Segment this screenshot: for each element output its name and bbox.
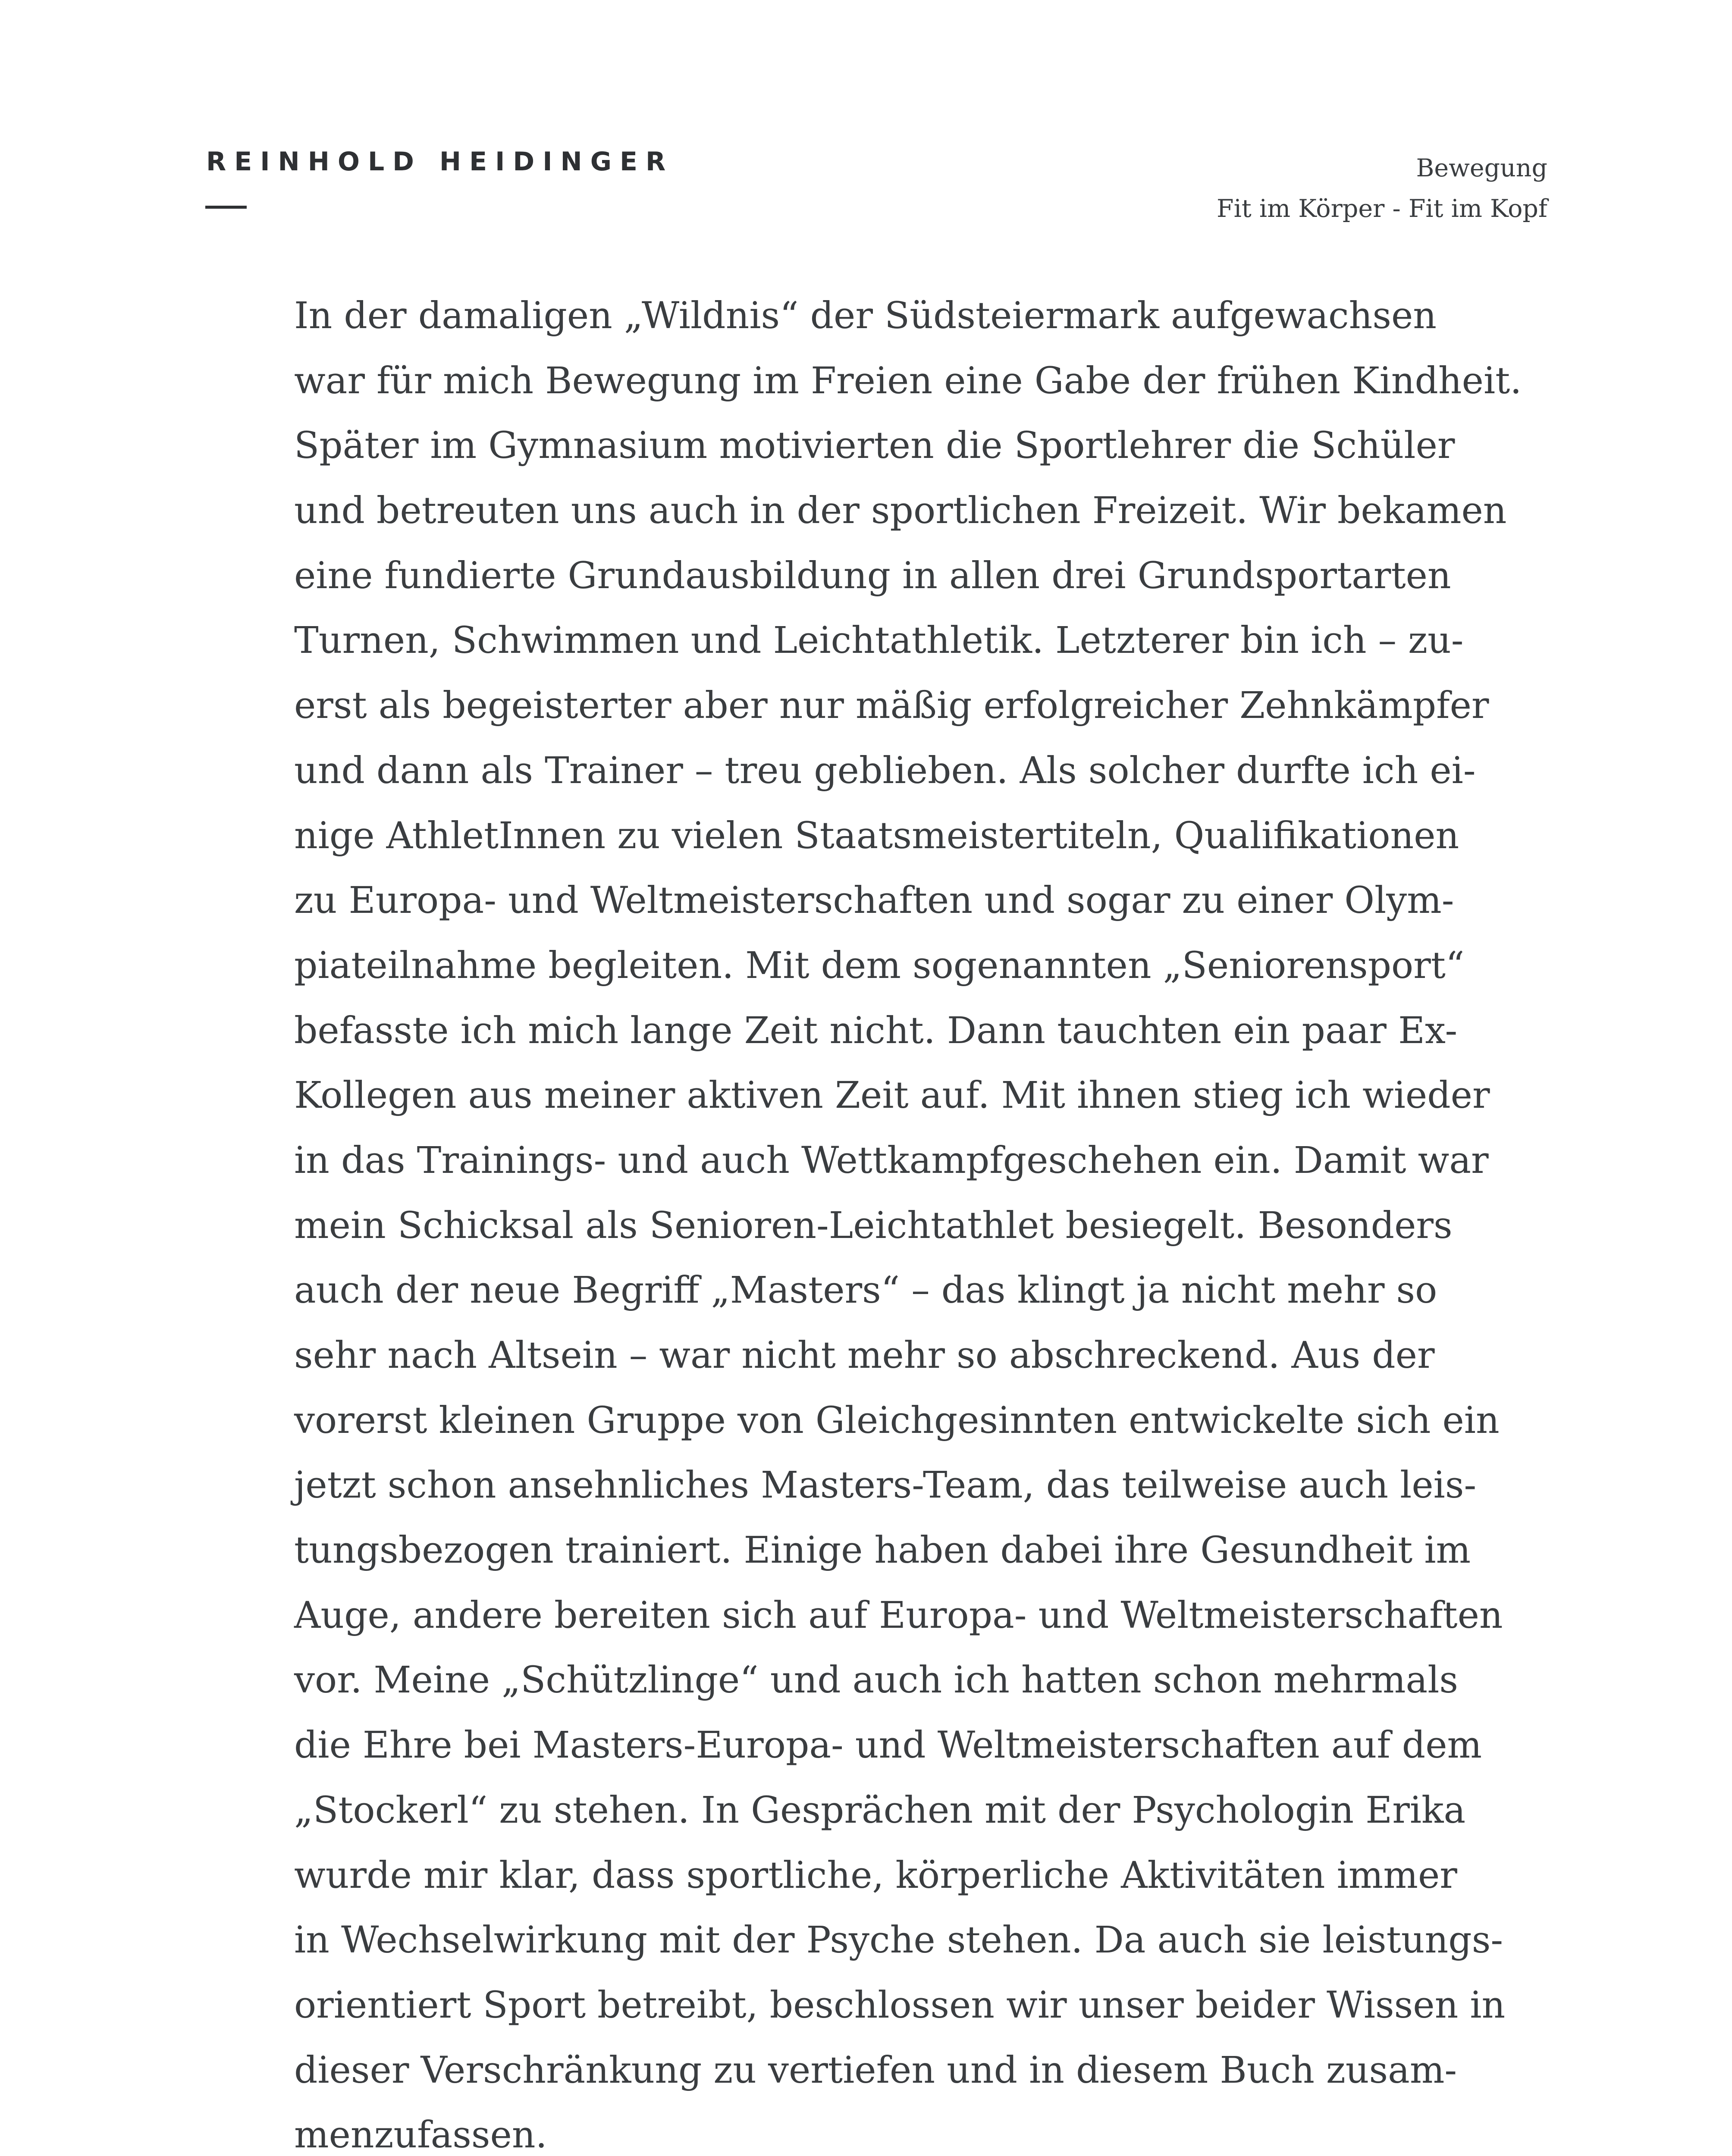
text-line: in Wechselwirkung mit der Psyche stehen. Da auch sie leistungs- [294, 1919, 1503, 1962]
text-line: vorerst kleinen Gruppe von Gleichgesinnten entwickelte sich ein [294, 1399, 1500, 1442]
text-line: in das Trainings- und auch Wettkampfgeschehen ein. Damit war [294, 1139, 1489, 1182]
body-paragraph [294, 284, 1522, 2156]
text-line: wurde mir klar, dass sportliche, körperliche Aktivitäten immer [294, 1854, 1457, 1897]
text-line: war für mich Bewegung im Freien eine Gabe der frühen Kindheit. [294, 359, 1522, 402]
text-line: die Ehre bei Masters-Europa- und Weltmeisterschaften auf dem [294, 1724, 1482, 1767]
text-line: befasste ich mich lange Zeit nicht. Dann tauchten ein paar Ex- [294, 1009, 1458, 1052]
text-line: piateilnahme begleiten. Mit dem sogenannten „Seniorensport“ [294, 944, 1465, 987]
text-line: tungsbezogen trainiert. Einige haben dabei ihre Gesundheit im [294, 1529, 1471, 1572]
running-head [1217, 148, 1547, 229]
running-head-chapter: Bewegung [1416, 154, 1547, 182]
running-head-subtitle: Fit im Körper - Fit im Kopf [1217, 194, 1547, 223]
text-line: In der damaligen „Wildnis“ der Südsteiermark aufgewachsen [294, 295, 1437, 337]
text-line: zu Europa- und Weltmeisterschaften und sogar zu einer Olym- [294, 879, 1454, 922]
text-line: jetzt schon ansehnliches Masters-Team, das teilweise auch leis- [294, 1464, 1477, 1507]
text-line: erst als begeisterter aber nur mäßig erfolgreicher Zehnkämpfer [294, 684, 1489, 727]
text-line: Später im Gymnasium motivierten die Sportlehrer die Schüler [294, 424, 1455, 467]
text-line: Turnen, Schwimmen und Leichtathletik. Letzterer bin ich – zu- [294, 619, 1464, 662]
text-line: Kollegen aus meiner aktiven Zeit auf. Mit ihnen stieg ich wieder [294, 1074, 1490, 1117]
text-line: nige AthletInnen zu vielen Staatsmeistertiteln, Qualifikationen [294, 814, 1459, 857]
text-line: „Stockerl“ zu stehen. In Gesprächen mit der Psychologin Erika [294, 1789, 1466, 1832]
author-rule [205, 206, 247, 209]
text-line: eine fundierte Grundausbildung in allen drei Grundsportarten [294, 554, 1451, 597]
text-line-last: menzufassen. [294, 2114, 547, 2156]
text-line: dieser Verschränkung zu vertiefen und in diesem Buch zusam- [294, 2049, 1457, 2092]
author-name: REINHOLD HEIDINGER [206, 147, 674, 177]
text-line: mein Schicksal als Senioren-Leichtathlet besiegelt. Besonders [294, 1204, 1453, 1247]
text-line: und dann als Trainer – treu geblieben. Als solcher durfte ich ei- [294, 749, 1476, 792]
text-line: orientiert Sport betreibt, beschlossen wir unser beider Wissen in [294, 1984, 1506, 2027]
text-line: auch der neue Begriff „Masters“ – das klingt ja nicht mehr so [294, 1269, 1437, 1312]
text-line: sehr nach Altsein – war nicht mehr so abschreckend. Aus der [294, 1334, 1435, 1377]
text-line: Auge, andere bereiten sich auf Europa- und Weltmeisterschaften [294, 1594, 1503, 1637]
text-line: vor. Meine „Schützlinge“ und auch ich hatten schon mehrmals [294, 1659, 1459, 1702]
text-line: und betreuten uns auch in der sportlichen Freizeit. Wir bekamen [294, 489, 1507, 533]
